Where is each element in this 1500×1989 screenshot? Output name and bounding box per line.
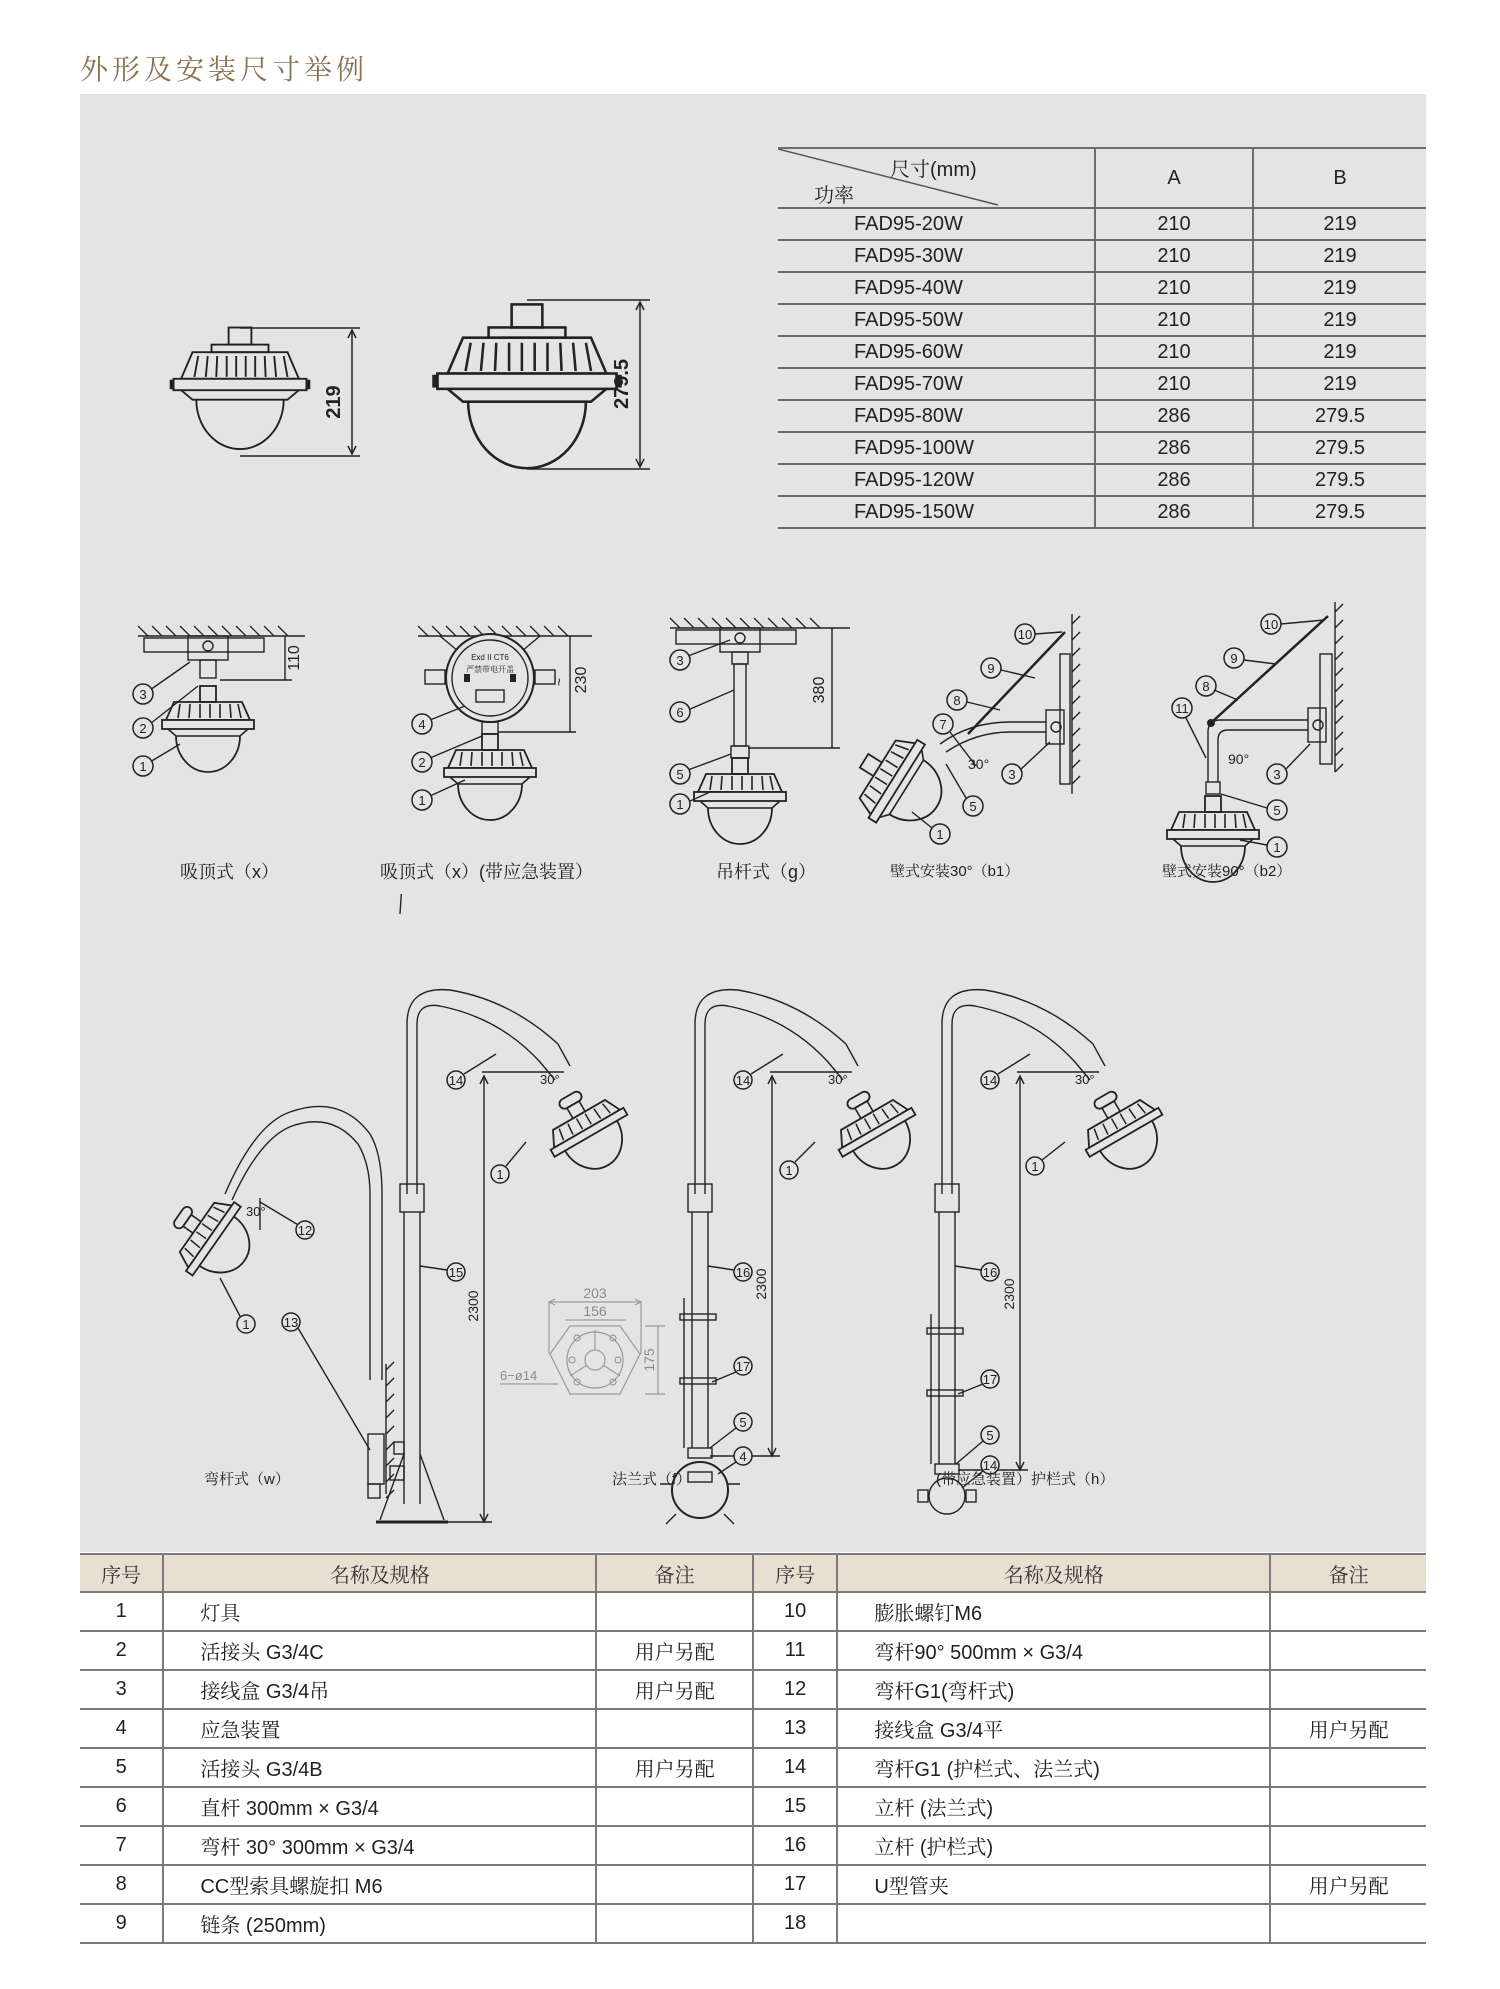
b-cell: 219 xyxy=(1253,368,1426,400)
part-name: U型管夹 xyxy=(837,1865,1270,1904)
dim-230: 230 xyxy=(573,666,590,694)
callout-12 xyxy=(296,1221,314,1239)
svg-text:3: 3 xyxy=(1008,767,1016,782)
svg-text:1: 1 xyxy=(785,1163,793,1178)
part-remark xyxy=(596,1865,753,1904)
callout-3 xyxy=(1267,764,1287,784)
svg-text:8: 8 xyxy=(1202,679,1210,694)
svg-text:5: 5 xyxy=(969,799,977,814)
part-name: 弯杆 30° 300mm × G3/4 xyxy=(163,1826,596,1865)
b-cell: 279.5 xyxy=(1253,432,1426,464)
header-power: 功率 xyxy=(814,185,854,207)
caption-guardrail: (带应急装置）护栏式（h） xyxy=(936,1471,1115,1488)
header-no: 序号 xyxy=(753,1554,837,1592)
model-cell: FAD95-20W xyxy=(778,208,1095,240)
callout-13 xyxy=(282,1313,300,1331)
b-cell: 219 xyxy=(1253,240,1426,272)
callout-2 xyxy=(412,752,432,772)
size-row xyxy=(778,208,1426,240)
svg-text:2: 2 xyxy=(418,755,426,770)
callout-15 xyxy=(447,1263,465,1281)
callout-1 xyxy=(930,824,950,844)
callout-8 xyxy=(1196,676,1216,696)
part-remark xyxy=(596,1709,753,1748)
part-name: 活接头 G3/4C xyxy=(163,1631,596,1670)
header-b: B xyxy=(1253,148,1426,208)
size-row xyxy=(778,400,1426,432)
part-no: 13 xyxy=(753,1709,837,1748)
part-remark xyxy=(596,1592,753,1631)
part-no: 12 xyxy=(753,1670,837,1709)
a-cell: 210 xyxy=(1095,368,1253,400)
part-no: 11 xyxy=(753,1631,837,1670)
header-dimension: 尺寸(mm) xyxy=(890,159,977,181)
svg-text:8: 8 xyxy=(953,693,961,708)
callout-3 xyxy=(670,650,690,670)
part-remark xyxy=(1270,1904,1426,1943)
callout-8 xyxy=(947,690,967,710)
part-no: 16 xyxy=(753,1826,837,1865)
svg-text:1: 1 xyxy=(1273,840,1281,855)
callout-6 xyxy=(670,702,690,722)
diagram-guardrail xyxy=(918,990,1179,1514)
diagram-guardrail-emergency xyxy=(660,990,932,1524)
callout-10 xyxy=(1261,614,1281,634)
caption-wall-30: 壁式安装30°（b1） xyxy=(890,863,1020,880)
base-holes: 6−ø14 xyxy=(500,1368,538,1383)
b-cell: 279.5 xyxy=(1253,464,1426,496)
svg-text:5: 5 xyxy=(986,1428,994,1443)
svg-text:5: 5 xyxy=(676,767,684,782)
svg-text:3: 3 xyxy=(676,653,684,668)
size-row xyxy=(778,304,1426,336)
part-name: 弯杆G1(弯杆式) xyxy=(837,1670,1270,1709)
callout-4 xyxy=(734,1447,752,1465)
b-cell: 219 xyxy=(1253,336,1426,368)
part-remark: 用户另配 xyxy=(1270,1865,1426,1904)
callout-9 xyxy=(1224,648,1244,668)
dim-2300-guardrail2: 2300 xyxy=(1001,1278,1017,1310)
header-no: 序号 xyxy=(80,1554,163,1592)
size-row xyxy=(778,368,1426,400)
part-remark xyxy=(596,1904,753,1943)
size-row xyxy=(778,432,1426,464)
model-cell: FAD95-70W xyxy=(778,368,1095,400)
part-no: 6 xyxy=(80,1787,163,1826)
part-no: 14 xyxy=(753,1748,837,1787)
dim-small-label: 219 xyxy=(323,385,345,419)
callout-4 xyxy=(412,714,432,734)
a-cell: 210 xyxy=(1095,208,1253,240)
part-name: 膨胀螺钉M6 xyxy=(837,1592,1270,1631)
header-name: 名称及规格 xyxy=(837,1554,1270,1592)
svg-text:14: 14 xyxy=(982,1073,998,1088)
callout-14 xyxy=(981,1071,999,1089)
page-title: 外形及安装尺寸举例 xyxy=(80,53,369,86)
box-label-line1: Exd II CT6 xyxy=(471,653,509,662)
part-remark xyxy=(1270,1592,1426,1631)
dim-380: 380 xyxy=(811,676,828,704)
a-cell: 210 xyxy=(1095,336,1253,368)
svg-text:16: 16 xyxy=(982,1265,998,1280)
outline-drawings xyxy=(140,204,740,534)
svg-text:17: 17 xyxy=(982,1372,998,1387)
b-cell: 219 xyxy=(1253,272,1426,304)
parts-row xyxy=(80,1826,1426,1865)
diagram-bent-pole xyxy=(155,1106,394,1498)
part-no: 1 xyxy=(80,1592,163,1631)
b-cell: 219 xyxy=(1253,304,1426,336)
a-cell: 210 xyxy=(1095,272,1253,304)
size-table xyxy=(778,147,1426,529)
part-name xyxy=(837,1904,1270,1943)
part-name: 弯杆G1 (护栏式、法兰式) xyxy=(837,1748,1270,1787)
caption-bent-pole: 弯杆式（w） xyxy=(204,1471,290,1488)
lamp-outline-small xyxy=(170,328,311,450)
drawing-panel xyxy=(80,94,1426,1552)
callout-1 xyxy=(1026,1157,1044,1175)
model-cell: FAD95-60W xyxy=(778,336,1095,368)
callout-10 xyxy=(1015,624,1035,644)
svg-text:2: 2 xyxy=(139,721,147,736)
part-remark: 用户另配 xyxy=(1270,1709,1426,1748)
caption-ceiling: 吸顶式（x） xyxy=(180,862,279,882)
part-remark xyxy=(1270,1748,1426,1787)
part-remark xyxy=(596,1826,753,1865)
part-remark: 用户另配 xyxy=(596,1670,753,1709)
parts-table-header xyxy=(80,1554,1426,1592)
svg-text:13: 13 xyxy=(283,1315,299,1330)
callout-5 xyxy=(734,1413,752,1431)
svg-text:3: 3 xyxy=(139,687,147,702)
svg-text:1: 1 xyxy=(936,827,944,842)
parts-row xyxy=(80,1709,1426,1748)
part-name: 链条 (250mm) xyxy=(163,1904,596,1943)
part-remark xyxy=(596,1787,753,1826)
part-no: 5 xyxy=(80,1748,163,1787)
svg-text:9: 9 xyxy=(987,661,995,676)
mounting-diagrams-row2 xyxy=(80,894,1426,1534)
callout-17 xyxy=(981,1370,999,1388)
base-dim-156: 156 xyxy=(583,1303,607,1319)
diagram-flange-pole xyxy=(376,894,644,1522)
b-cell: 279.5 xyxy=(1253,400,1426,432)
part-name: 活接头 G3/4B xyxy=(163,1748,596,1787)
dim-110: 110 xyxy=(286,645,303,671)
model-cell: FAD95-120W xyxy=(778,464,1095,496)
part-no: 17 xyxy=(753,1865,837,1904)
dim-approx: ~ xyxy=(551,677,567,687)
svg-text:14: 14 xyxy=(735,1073,751,1088)
size-row xyxy=(778,272,1426,304)
callout-1 xyxy=(1267,837,1287,857)
model-cell: FAD95-50W xyxy=(778,304,1095,336)
a-cell: 286 xyxy=(1095,464,1253,496)
part-remark xyxy=(1270,1670,1426,1709)
callout-3 xyxy=(133,684,153,704)
header-remark: 备注 xyxy=(1270,1554,1426,1592)
base-dim-175: 175 xyxy=(641,1348,657,1372)
svg-text:1: 1 xyxy=(496,1167,504,1182)
model-cell: FAD95-80W xyxy=(778,400,1095,432)
svg-text:7: 7 xyxy=(939,717,947,732)
parts-row xyxy=(80,1748,1426,1787)
dim-2300-guardrail: 2300 xyxy=(753,1268,769,1300)
part-no: 7 xyxy=(80,1826,163,1865)
a-cell: 286 xyxy=(1095,432,1253,464)
angle-30: 30° xyxy=(828,1072,848,1087)
parts-table xyxy=(80,1553,1426,1944)
svg-text:4: 4 xyxy=(739,1449,747,1464)
callout-11 xyxy=(1172,698,1192,718)
parts-row xyxy=(80,1904,1426,1943)
a-cell: 210 xyxy=(1095,304,1253,336)
svg-text:12: 12 xyxy=(297,1223,313,1238)
size-row xyxy=(778,464,1426,496)
part-name: 弯杆90° 500mm × G3/4 xyxy=(837,1631,1270,1670)
part-name: 应急装置 xyxy=(163,1709,596,1748)
callout-1 xyxy=(780,1161,798,1179)
part-name: 灯具 xyxy=(163,1592,596,1631)
diagram-wall-90 xyxy=(1167,602,1343,882)
svg-text:11: 11 xyxy=(1175,701,1189,716)
dim-2300-flange: 2300 xyxy=(465,1290,481,1322)
angle-30: 30° xyxy=(540,1072,560,1087)
diagram-pendant xyxy=(670,618,850,844)
svg-text:1: 1 xyxy=(242,1317,250,1332)
svg-text:9: 9 xyxy=(1230,651,1238,666)
part-name: 接线盒 G3/4平 xyxy=(837,1709,1270,1748)
diagram-ceiling xyxy=(133,626,305,776)
svg-text:1: 1 xyxy=(676,797,684,812)
a-cell: 286 xyxy=(1095,400,1253,432)
flange-base-detail xyxy=(500,1285,665,1394)
part-no: 18 xyxy=(753,1904,837,1943)
b-cell: 219 xyxy=(1253,208,1426,240)
angle-30: 30° xyxy=(1075,1072,1095,1087)
svg-text:6: 6 xyxy=(676,705,684,720)
callout-1 xyxy=(237,1315,255,1333)
svg-text:3: 3 xyxy=(1273,767,1281,782)
svg-text:5: 5 xyxy=(739,1415,747,1430)
size-row xyxy=(778,240,1426,272)
model-cell: FAD95-100W xyxy=(778,432,1095,464)
part-remark xyxy=(1270,1787,1426,1826)
header-name: 名称及规格 xyxy=(163,1554,596,1592)
diagram-ceiling-emergency xyxy=(412,626,592,820)
part-name: 立杆 (法兰式) xyxy=(837,1787,1270,1826)
svg-text:1: 1 xyxy=(1031,1159,1039,1174)
angle-90: 90° xyxy=(1228,751,1250,767)
size-table-header xyxy=(778,148,1426,208)
parts-row xyxy=(80,1787,1426,1826)
part-no: 15 xyxy=(753,1787,837,1826)
a-cell: 210 xyxy=(1095,240,1253,272)
callout-17 xyxy=(734,1357,752,1375)
header-a: A xyxy=(1095,148,1253,208)
callout-1 xyxy=(670,794,690,814)
svg-text:5: 5 xyxy=(1273,803,1281,818)
size-row xyxy=(778,496,1426,528)
part-name: CC型索具螺旋扣 M6 xyxy=(163,1865,596,1904)
svg-text:4: 4 xyxy=(418,717,426,732)
part-name: 直杆 300mm × G3/4 xyxy=(163,1787,596,1826)
callout-1 xyxy=(491,1165,509,1183)
svg-text:14: 14 xyxy=(982,1458,998,1473)
part-no: 8 xyxy=(80,1865,163,1904)
box-label-line2: 严禁带电开盖 xyxy=(466,665,514,674)
model-cell: FAD95-30W xyxy=(778,240,1095,272)
callout-1 xyxy=(133,756,153,776)
angle-30: 30° xyxy=(246,1204,266,1219)
callout-5 xyxy=(981,1426,999,1444)
part-no: 10 xyxy=(753,1592,837,1631)
svg-text:15: 15 xyxy=(448,1265,464,1280)
callout-7 xyxy=(933,714,953,734)
part-remark: 用户另配 xyxy=(596,1748,753,1787)
callout-14 xyxy=(447,1071,465,1089)
callout-16 xyxy=(981,1263,999,1281)
part-name: 立杆 (护栏式) xyxy=(837,1826,1270,1865)
size-row xyxy=(778,336,1426,368)
a-cell: 286 xyxy=(1095,496,1253,528)
callout-14 xyxy=(734,1071,752,1089)
caption-wall-90: 壁式安装90°（b2） xyxy=(1162,863,1292,880)
parts-row xyxy=(80,1670,1426,1709)
callout-5 xyxy=(670,764,690,784)
svg-text:10: 10 xyxy=(1017,627,1033,642)
header-remark: 备注 xyxy=(596,1554,753,1592)
parts-row xyxy=(80,1865,1426,1904)
diagram-wall-30 xyxy=(840,614,1080,845)
callout-3 xyxy=(1002,764,1022,784)
part-no: 3 xyxy=(80,1670,163,1709)
svg-text:10: 10 xyxy=(1263,617,1279,632)
caption-pendant: 吊杆式（g） xyxy=(716,862,817,882)
callout-5 xyxy=(963,796,983,816)
callout-9 xyxy=(981,658,1001,678)
part-remark xyxy=(1270,1631,1426,1670)
base-dim-203: 203 xyxy=(583,1285,607,1301)
b-cell: 279.5 xyxy=(1253,496,1426,528)
callout-16 xyxy=(734,1263,752,1281)
model-cell: FAD95-150W xyxy=(778,496,1095,528)
part-no: 4 xyxy=(80,1709,163,1748)
svg-text:1: 1 xyxy=(139,759,147,774)
dim-large-label: 279.5 xyxy=(611,358,633,410)
parts-row xyxy=(80,1592,1426,1631)
angle-30: 30° xyxy=(968,756,990,772)
part-name: 接线盒 G3/4吊 xyxy=(163,1670,596,1709)
callout-2 xyxy=(133,718,153,738)
part-remark xyxy=(1270,1826,1426,1865)
svg-text:16: 16 xyxy=(735,1265,751,1280)
model-cell: FAD95-40W xyxy=(778,272,1095,304)
svg-text:14: 14 xyxy=(448,1073,464,1088)
part-remark: 用户另配 xyxy=(596,1631,753,1670)
lamp-outline-large xyxy=(432,304,621,468)
caption-ceiling-emergency: 吸顶式（x）(带应急装置） xyxy=(380,862,593,882)
parts-row xyxy=(80,1631,1426,1670)
callout-1 xyxy=(412,790,432,810)
svg-text:1: 1 xyxy=(418,793,426,808)
callout-5 xyxy=(1267,800,1287,820)
part-no: 9 xyxy=(80,1904,163,1943)
caption-flange: 法兰式（f） xyxy=(612,1471,692,1488)
svg-text:17: 17 xyxy=(735,1359,751,1374)
part-no: 2 xyxy=(80,1631,163,1670)
